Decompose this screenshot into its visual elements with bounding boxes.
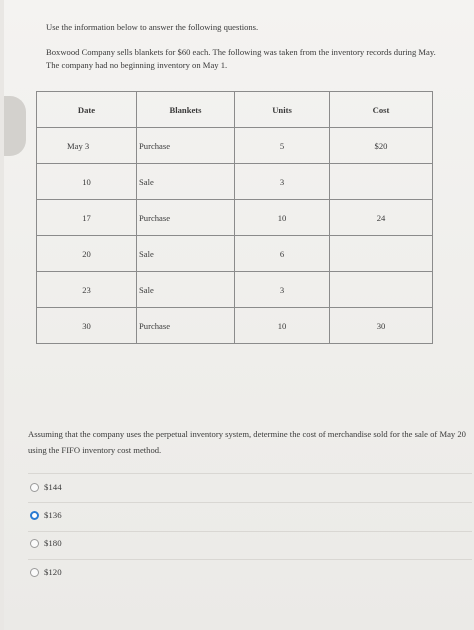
column-header-blankets: Blankets: [137, 92, 235, 128]
radio-button-selected[interactable]: [30, 511, 39, 520]
answer-option-2[interactable]: [30, 510, 62, 520]
units-cell: 10: [235, 200, 330, 236]
side-collapse-tab[interactable]: [4, 96, 26, 156]
transaction-cell: Purchase: [137, 128, 235, 164]
transaction-cell: Sale: [137, 236, 235, 272]
inventory-table: [36, 91, 433, 344]
radio-button[interactable]: [30, 483, 39, 492]
date-cell: 30: [37, 308, 137, 344]
cost-cell: [330, 272, 433, 308]
divider: [28, 531, 472, 532]
answer-option-4[interactable]: [30, 567, 62, 577]
question-panel: [4, 0, 474, 630]
table-row: [37, 200, 433, 236]
table-row: [37, 164, 433, 200]
answer-option-3[interactable]: [30, 538, 62, 548]
table-row: [37, 128, 433, 164]
column-header-units: Units: [235, 92, 330, 128]
cost-cell: 30: [330, 308, 433, 344]
column-header-cost: Cost: [330, 92, 433, 128]
date-cell: May 3: [37, 128, 137, 164]
date-cell: 17: [37, 200, 137, 236]
transaction-cell: Sale: [137, 272, 235, 308]
date-cell: 10: [37, 164, 137, 200]
date-cell: 23: [37, 272, 137, 308]
instructions-text: Use the information below to answer the following questions.: [46, 22, 259, 32]
table-row: [37, 308, 433, 344]
option-label: $144: [44, 482, 62, 492]
transaction-cell: Purchase: [137, 308, 235, 344]
units-cell: 6: [235, 236, 330, 272]
option-label: $120: [44, 567, 62, 577]
cost-cell: $20: [330, 128, 433, 164]
answer-option-1[interactable]: [30, 482, 62, 492]
table-row: [37, 272, 433, 308]
radio-button[interactable]: [30, 539, 39, 548]
problem-description: Boxwood Company sells blankets for $60 each. The following was taken from the inventory records during May. The company had no beginning inventory on May 1.: [46, 47, 436, 70]
transaction-cell: Sale: [137, 164, 235, 200]
units-cell: 3: [235, 272, 330, 308]
question-text: Assuming that the company uses the perpetual inventory system, determine the cost of merchandise sold for the sale of May 20 using the FIFO inventory cost method.: [28, 429, 466, 455]
units-cell: 3: [235, 164, 330, 200]
units-cell: 10: [235, 308, 330, 344]
column-header-date: Date: [37, 92, 137, 128]
divider: [28, 473, 472, 474]
cost-cell: [330, 236, 433, 272]
cost-cell: 24: [330, 200, 433, 236]
radio-button[interactable]: [30, 568, 39, 577]
option-label: $180: [44, 538, 62, 548]
transaction-cell: Purchase: [137, 200, 235, 236]
option-label: $136: [44, 510, 62, 520]
divider: [28, 502, 472, 503]
table-row: [37, 236, 433, 272]
cost-cell: [330, 164, 433, 200]
date-cell: 20: [37, 236, 137, 272]
table-header-row: [37, 92, 433, 128]
units-cell: 5: [235, 128, 330, 164]
divider: [28, 559, 472, 560]
